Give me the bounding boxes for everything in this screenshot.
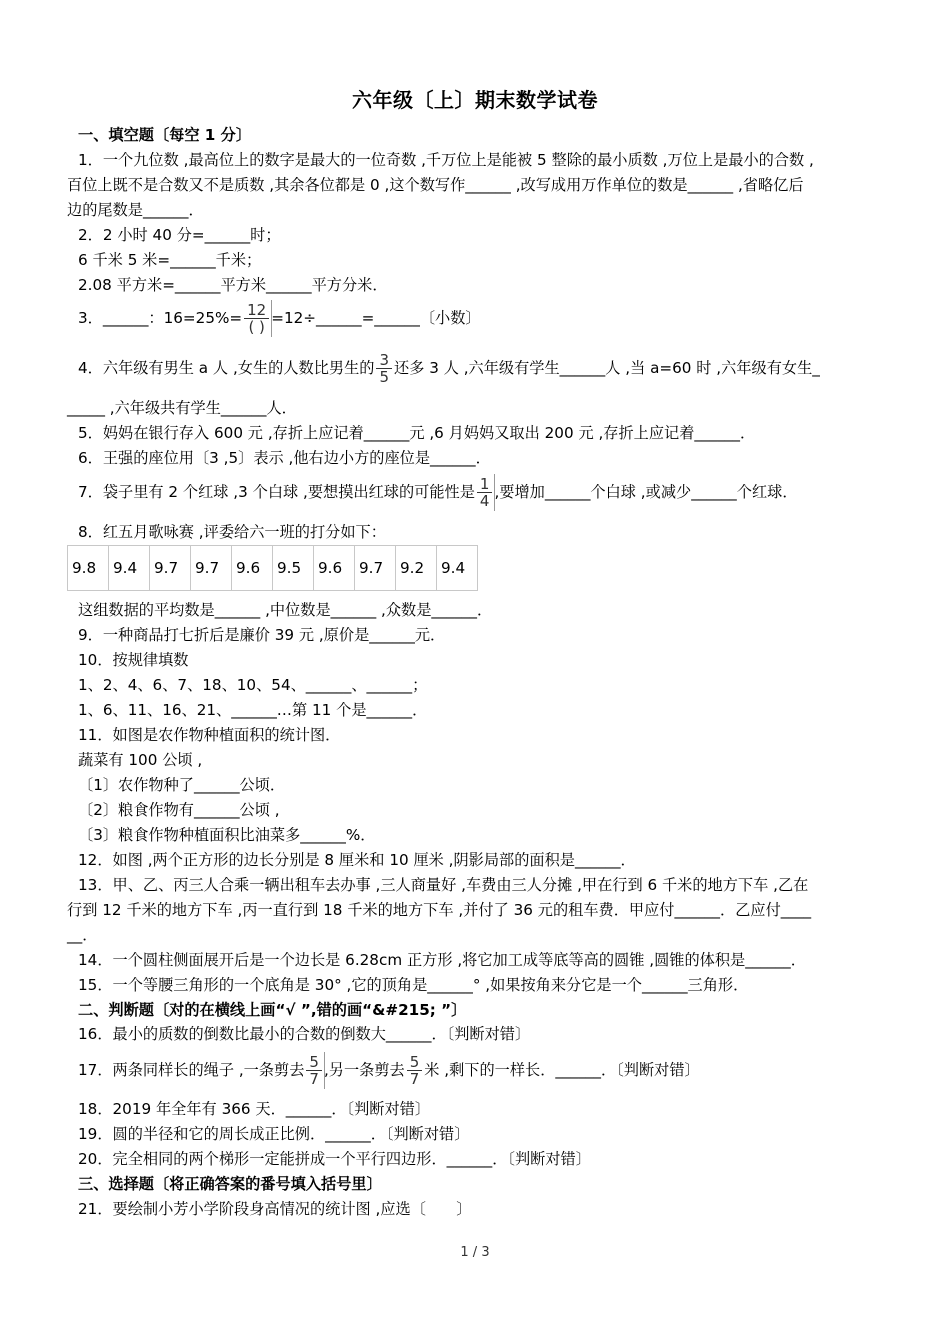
- score-cell: 9.6: [232, 546, 273, 591]
- fraction-numerator: 12: [244, 302, 269, 319]
- score-cell: 9.4: [437, 546, 478, 591]
- question-11-1: 〔1〕农作物种了______公顷．: [78, 776, 286, 794]
- question-2-line-1: 2．2 小时 40 分=______时；: [78, 226, 281, 244]
- question-3-part-2: =12÷______=______〔小数〕: [271, 309, 481, 327]
- table-row: [68, 546, 478, 591]
- question-3-part-1: 3．______：16=25%=: [78, 309, 243, 327]
- question-8: 8．红五月歌咏赛 ,评委给六一班的打分如下：: [78, 523, 386, 541]
- section-choice: 三、选择题〔将正确答案的番号填入括号里〕: [78, 1175, 382, 1193]
- question-5: 5．妈妈在银行存入 600 元 ,存折上应记着______元 ,6 月妈妈又取出 200 元 ,存折上应记着______．: [78, 424, 756, 442]
- question-21: 21．要绘制小芳小学阶段身高情况的统计图 ,应选〔 〕: [78, 1200, 472, 1218]
- question-1-line-1: 1．一个九位数 ,最高位上的数字是最大的一位奇数 ,千万位上是能被 5 整除的最小质数 ,万位上是最小的合数 ,: [78, 151, 814, 169]
- question-4-line-1: [78, 348, 820, 388]
- question-4-line-2: _____ ,六年级共有学生______人．: [67, 399, 297, 417]
- question-13-line-2: 行到 12 千米的地方下车 ,丙一直行到 18 千米的地方下车 ,并付了 36 元的租车费．甲应付______．乙应付____: [67, 901, 812, 919]
- score-cell: 9.7: [355, 546, 396, 591]
- question-11: 11．如图是农作物种植面积的统计图．: [78, 726, 341, 744]
- question-2-line-3: 2.08 平方米=______平方米______平方分米．: [78, 276, 388, 294]
- fraction-numerator: 3: [376, 352, 392, 369]
- question-16: 16．最小的质数的倒数比最小的合数的倒数大______．〔判断对错〕: [78, 1025, 531, 1043]
- question-15: 15．一个等腰三角形的一个底角是 30° ,它的顶角是______° ,如果按角来分它是一个______三角形．: [78, 976, 749, 994]
- fraction-numerator: 5: [407, 1054, 423, 1071]
- question-4-part-2: 还多 3 人 ,六年级有学生______人 ,当 a=60 时 ,六年级有女生_: [394, 359, 820, 377]
- question-3: [78, 298, 481, 338]
- fraction-4: [376, 352, 392, 385]
- score-cell: 9.2: [396, 546, 437, 591]
- fraction-numerator: 1: [477, 476, 493, 493]
- question-6: 6．王强的座位用〔3 ,5〕表示 ,他右边小方的座位是______．: [78, 449, 491, 467]
- question-17-part-2: ,另一条剪去: [323, 1061, 405, 1079]
- question-9: 9．一种商品打七折后是廉价 39 元 ,原价是______元．: [78, 626, 446, 644]
- fraction-3: [244, 302, 269, 335]
- fraction-17b: [407, 1054, 423, 1087]
- question-13-line-1: 13．甲、乙、丙三人合乘一辆出租车去办事 ,三人商量好 ,车费由三人分摊 ,甲在行到 6 千米的地方下车 ,乙在: [78, 876, 809, 894]
- question-14: 14．一个圆柱侧面展开后是一个边长是 6.28cm 正方形 ,将它加工成等底等高的圆锥 ,圆锥的体积是______．: [78, 951, 806, 969]
- question-11-info: 蔬菜有 100 公顷 ,: [78, 751, 203, 769]
- question-17-part-3: 米 ,剩下的一样长．______．〔判断对错〕: [424, 1061, 700, 1079]
- question-18: 18．2019 年全年有 366 天．______．〔判断对错〕: [78, 1100, 431, 1118]
- scores-table: [67, 545, 478, 591]
- question-7-part-2: ,要增加______个白球 ,或减少______个红球．: [494, 483, 798, 501]
- question-17-part-1: 17．两条同样长的绳子 ,一条剪去: [78, 1061, 305, 1079]
- question-13-line-3: __．: [67, 926, 98, 944]
- score-cell: 9.4: [109, 546, 150, 591]
- score-cell: 9.8: [68, 546, 109, 591]
- page-number: 1 / 3: [460, 1245, 490, 1260]
- question-20: 20．完全相同的两个梯形一定能拼成一个平行四边形．______．〔判断对错〕: [78, 1150, 591, 1168]
- question-2-line-2: 6 千米 5 米=______千米；: [78, 251, 262, 269]
- question-10: 10．按规律填数: [78, 651, 189, 669]
- question-10-a: 1、2、4、6、7、18、10、54、______、______；: [78, 676, 428, 694]
- score-cell: 9.5: [273, 546, 314, 591]
- question-10-b: 1、6、11、16、21、______…第 11 个是______．: [78, 701, 428, 719]
- question-7: [78, 472, 798, 512]
- section-fill-blank: 一、填空题〔每空 1 分〕: [78, 126, 252, 144]
- fraction-numerator: 5: [306, 1054, 322, 1071]
- page-title: 六年级〔上〕期末数学试卷: [352, 88, 598, 112]
- fraction-17a: [306, 1054, 322, 1087]
- fraction-7: [477, 476, 493, 509]
- question-1-line-2: 百位上既不是合数又不是质数 ,其余各位都是 0 ,这个数写作______ ,改写成用万作单位的数是______ ,省略亿后: [67, 176, 804, 194]
- fraction-denominator: ( ): [248, 318, 265, 336]
- fraction-denominator: 4: [479, 492, 490, 510]
- score-cell: 9.7: [191, 546, 232, 591]
- question-7-part-1: 7．袋子里有 2 个红球 ,3 个白球 ,要想摸出红球的可能性是: [78, 483, 475, 501]
- question-4-part-1: 4．六年级有男生 a 人 ,女生的人数比男生的: [78, 359, 375, 377]
- score-cell: 9.7: [150, 546, 191, 591]
- question-19: 19．圆的半径和它的周长成正比例．______．〔判断对错〕: [78, 1125, 470, 1143]
- section-true-false: 二、判断题〔对的在横线上画“√ ”,错的画“&#215; ”〕: [78, 1001, 467, 1019]
- question-8-followup: 这组数据的平均数是______ ,中位数是______ ,众数是______．: [78, 601, 493, 619]
- question-17: [78, 1050, 700, 1090]
- fraction-denominator: 5: [379, 368, 390, 386]
- question-12: 12．如图 ,两个正方形的边长分别是 8 厘米和 10 厘米 ,阴影局部的面积是______．: [78, 851, 636, 869]
- question-1-line-3: 边的尾数是______．: [67, 201, 204, 219]
- question-11-2: 〔2〕粮食作物有______公顷 ,: [78, 801, 280, 819]
- fraction-denominator: 7: [309, 1070, 319, 1088]
- fraction-denominator: 7: [409, 1070, 420, 1088]
- score-cell: 9.6: [314, 546, 355, 591]
- question-11-3: 〔3〕粮食作物种植面积比油菜多______%．: [78, 826, 376, 844]
